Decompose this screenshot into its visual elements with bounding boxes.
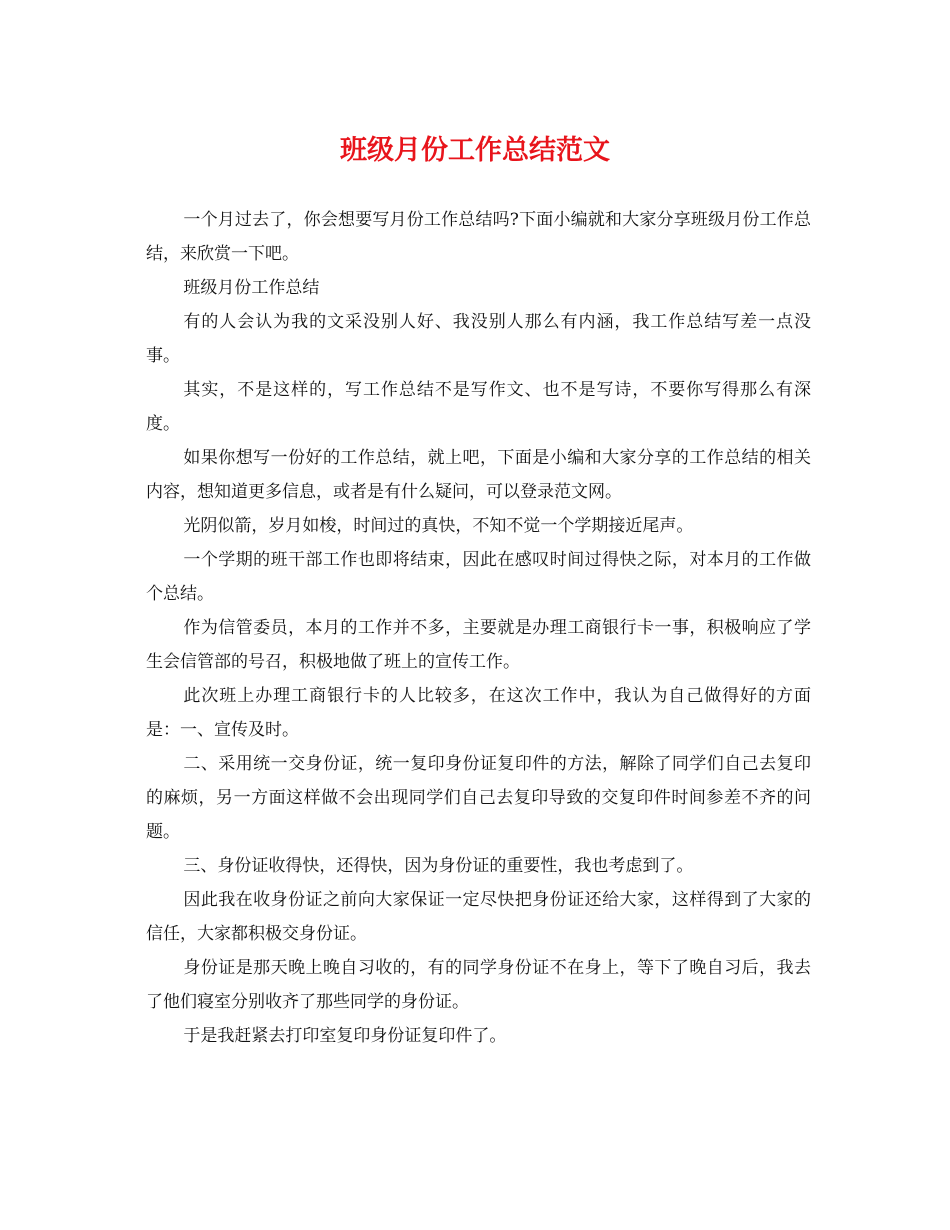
paragraph-7: 一个学期的班干部工作也即将结束，因此在感叹时间过得快之际，对本月的工作做个总结。: [146, 550, 811, 604]
document-body: [146, 203, 811, 1053]
paragraph-12: 因此我在收身份证之前向大家保证一定尽快把身份证还给大家，这样得到了大家的信任，大家都积极交身份证。: [146, 890, 811, 944]
paragraph-1: 一个月过去了，你会想要写月份工作总结吗?下面小编就和大家分享班级月份工作总结，来欣赏一下吧。: [146, 210, 811, 264]
paragraph-6: 光阴似箭，岁月如梭，时间过的真快，不知不觉一个学期接近尾声。: [183, 516, 694, 536]
paragraph-3: 有的人会认为我的文采没别人好、我没别人那么有内涵，我工作总结写差一点没事。: [146, 312, 811, 366]
paragraph-5: 如果你想写一份好的工作总结，就上吧，下面是小编和大家分享的工作总结的相关内容，想知道更多信息，或者是有什么疑问，可以登录范文网。: [146, 448, 811, 502]
paragraph-9: 此次班上办理工商银行卡的人比较多，在这次工作中，我认为自己做得好的方面是：一、宣传及时。: [146, 686, 811, 740]
paragraph-10: 二、采用统一交身份证，统一复印身份证复印件的方法，解除了同学们自己去复印的麻烦，另一方面这样做不会出现同学们自己去复印导致的交复印件时间参差不齐的问题。: [146, 754, 811, 842]
paragraph-14: 于是我赶紧去打印室复印身份证复印件了。: [183, 1026, 507, 1046]
paragraph-8: 作为信管委员，本月的工作并不多，主要就是办理工商银行卡一事，积极响应了学生会信管部的号召，积极地做了班上的宣传工作。: [146, 618, 811, 672]
paragraph-13: 身份证是那天晚上晚自习收的，有的同学身份证不在身上，等下了晚自习后，我去了他们寝室分别收齐了那些同学的身份证。: [146, 958, 811, 1012]
paragraph-2: 班级月份工作总结: [183, 278, 320, 298]
paragraph-4: 其实，不是这样的，写工作总结不是写作文、也不是写诗，不要你写得那么有深度。: [146, 380, 811, 434]
document-title: 班级月份工作总结范文: [340, 135, 610, 166]
paragraph-11: 三、身份证收得快，还得快，因为身份证的重要性，我也考虑到了。: [183, 856, 694, 876]
